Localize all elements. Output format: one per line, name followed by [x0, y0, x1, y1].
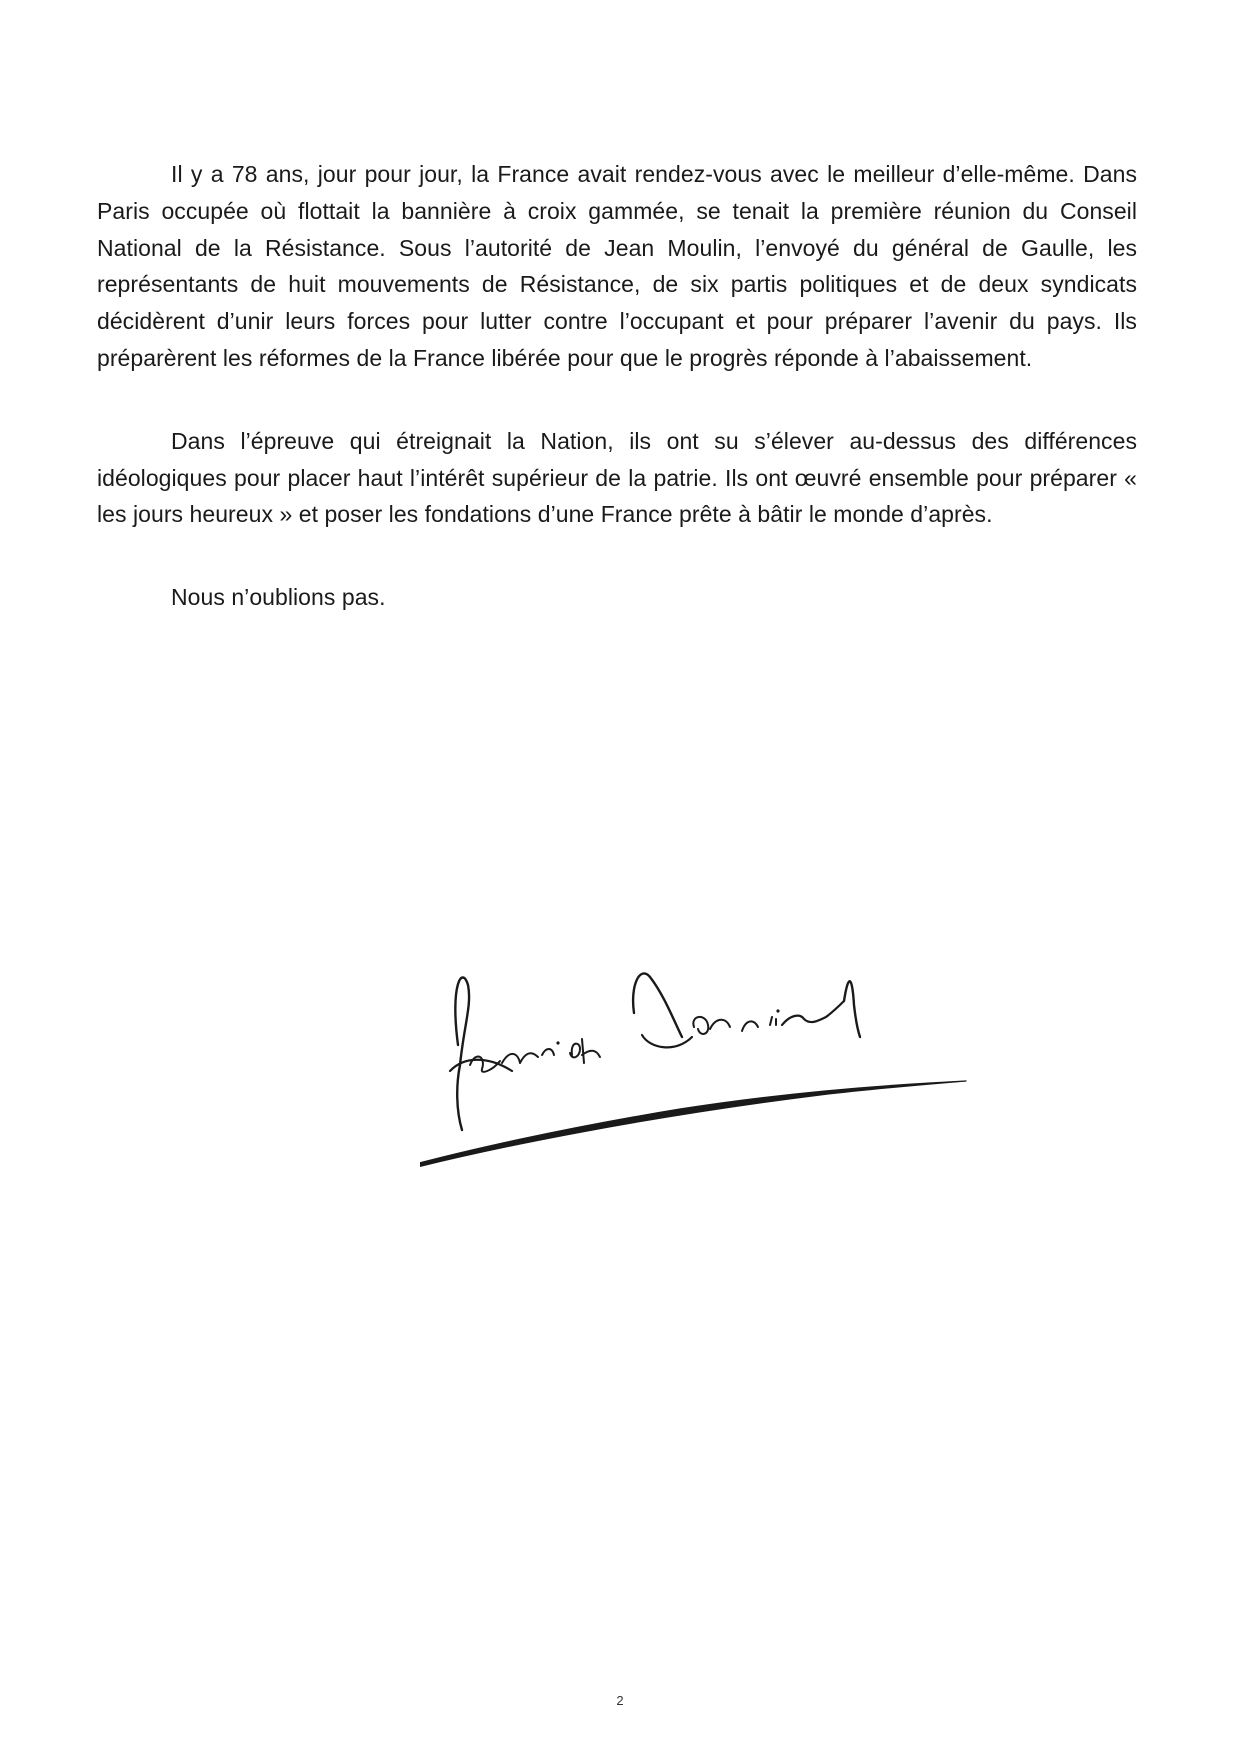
letter-body — [97, 156, 1137, 662]
paragraph-3: Nous n’oublions pas. — [171, 584, 386, 611]
handwritten-signature — [420, 945, 1040, 1225]
paragraph-2: Dans l’épreuve qui étreignait la Nation, ils ont su s’élever au-dessus des différences idéologiques pour placer haut l’intérêt supérieur de la patrie. Ils ont œuvré ensemble pour préparer « les jours heureux » et poser les fondations d’une France prête à bâtir le monde d’après. — [97, 427, 1137, 528]
paragraph-1: Il y a 78 ans, jour pour jour, la France avait rendez-vous avec le meilleur d’elle-même. Dans Paris occupée où flottait la bannière à croix gammée, se tenait la première réunion du Conseil National de la Résistance. Sous l’autorité de Jean Moulin, l’envoyé du général de Gaulle, les représentants de huit mouvements de Résistance, de six partis politiques et de deux syndicats décidèrent d’unir leurs forces pour lutter contre l’occupant et pour préparer l’avenir du pays. Ils préparèrent les réformes de la France libérée pour que le progrès réponde à l’abaissement. — [97, 161, 1137, 371]
page-number: 2 — [616, 1693, 624, 1708]
